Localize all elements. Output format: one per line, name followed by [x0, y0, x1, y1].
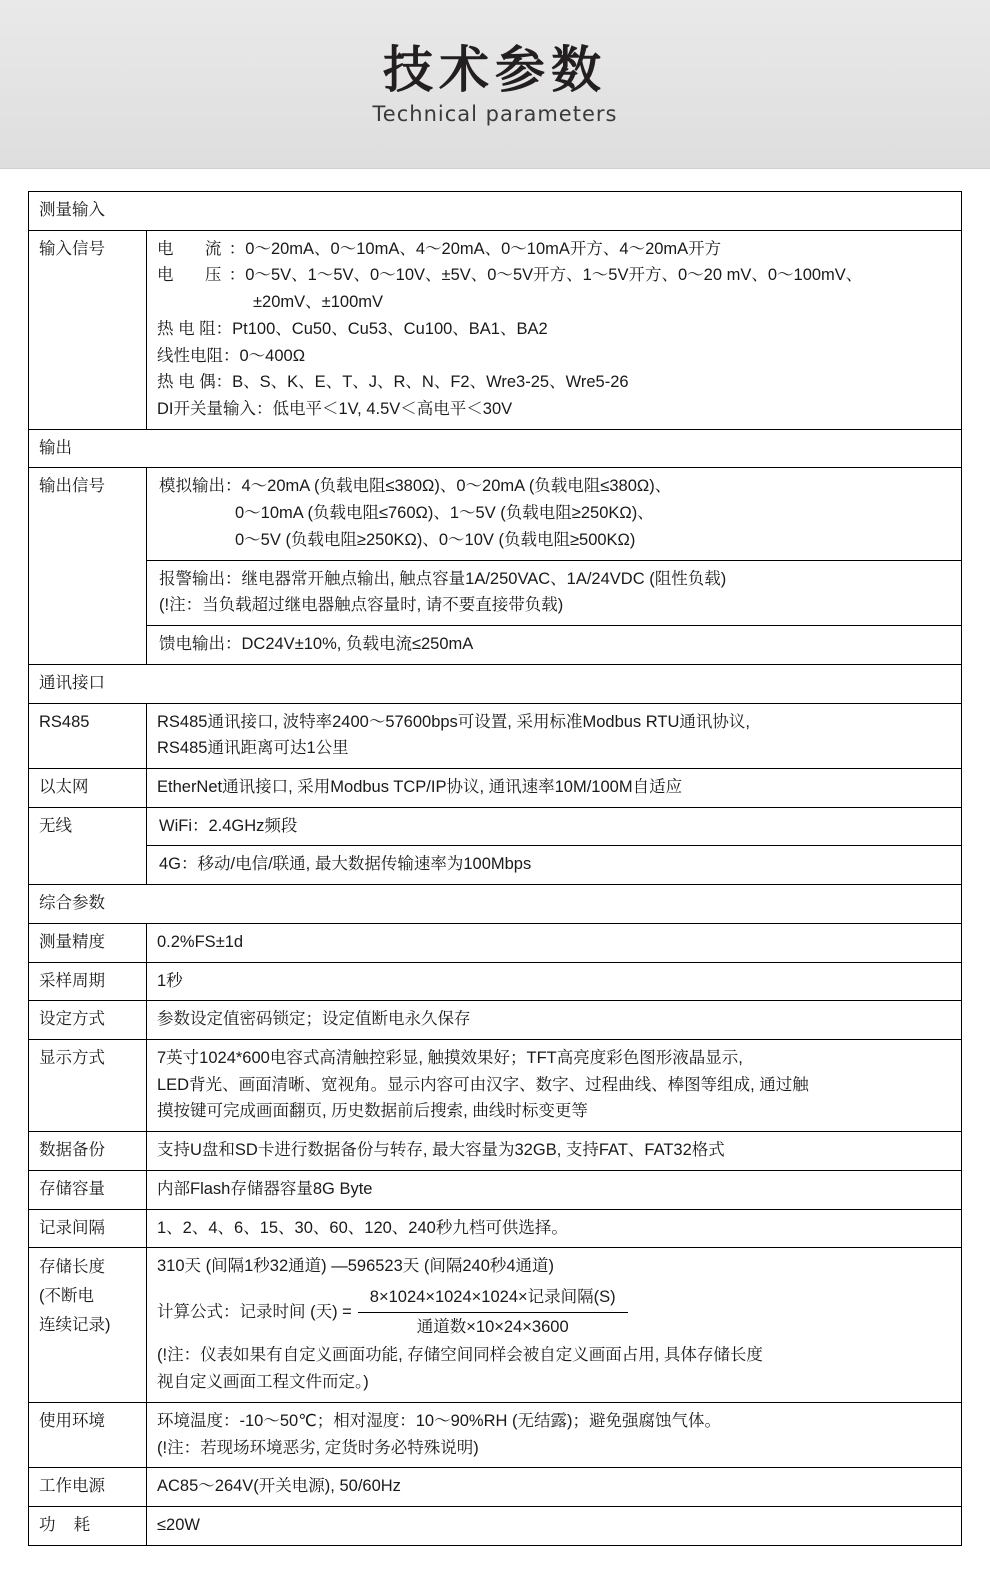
row-label-sample-period: 采样周期: [29, 962, 147, 1001]
wireless-4g-line: 4G：移动/电信/联通, 最大数据传输速率为100Mbps: [147, 845, 961, 884]
row-value-power-supply: AC85～264V(开关电源), 50/60Hz: [147, 1468, 962, 1507]
row-label-storage-length: [29, 1248, 147, 1403]
row-value-input-signal: [147, 230, 962, 429]
table-row: [29, 923, 962, 962]
formula-denominator: 通道数×10×24×3600: [416, 1317, 569, 1336]
row-value-storage-capacity: 内部Flash存储器容量8G Byte: [147, 1170, 962, 1209]
input-voltage-value: ：0～5V、1～5V、0～10V、±5V、0～5V开方、1～5V开方、0～20 mV、0～100mV、: [228, 266, 863, 285]
input-voltage-key: 电 压: [157, 266, 229, 285]
table-row: [29, 192, 962, 231]
row-label-rs485: RS485: [29, 703, 147, 768]
table-row: [29, 1001, 962, 1040]
table-row: [29, 1170, 962, 1209]
row-label-data-backup: 数据备份: [29, 1132, 147, 1171]
input-voltage-line: [157, 262, 953, 289]
row-value-storage-length: [147, 1248, 962, 1403]
row-value-sample-period: 1秒: [147, 962, 962, 1001]
output-analog-line-3: 0～5V (负载电阻≥250KΩ)、0～10V (负载电阻≥500KΩ): [235, 530, 636, 549]
row-label-environment: 使用环境: [29, 1402, 147, 1467]
row-value-accuracy: 0.2%FS±1d: [147, 923, 962, 962]
row-value-display-mode: [147, 1039, 962, 1131]
row-label-wireless: 无线: [29, 807, 147, 884]
wireless-wifi-line: WiFi：2.4GHz频段: [159, 816, 298, 835]
row-value-setting-mode: 参数设定值密码锁定；设定值断电永久保存: [147, 1001, 962, 1040]
table-row: [29, 664, 962, 703]
input-linear-resistance-line: 线性电阻：0～400Ω: [157, 346, 306, 365]
input-current-key: 电 流: [157, 239, 229, 258]
input-voltage-value-2: ±20mV、±100mV: [253, 293, 383, 312]
storage-length-note-2: 视自定义画面工程文件而定。): [157, 1373, 369, 1392]
input-current-value: ：0～20mA、0～10mA、4～20mA、0～10mA开方、4～20mA开方: [228, 239, 722, 258]
row-value-environment: [147, 1402, 962, 1467]
row-value-record-interval: 1、2、4、6、15、30、60、120、240秒九档可供选择。: [147, 1209, 962, 1248]
rs485-line-2: RS485通讯距离可达1公里: [157, 739, 349, 758]
formula-numerator: 8×1024×1024×1024×记录间隔(S): [358, 1284, 628, 1313]
table-row: [29, 1132, 962, 1171]
output-analog-group: [147, 468, 961, 559]
spec-table-wrapper: [0, 169, 990, 1576]
environment-line-1: 环境温度：-10～50℃；相对湿度：10～90%RH (无结露)；避免强腐蚀气体。: [157, 1411, 722, 1430]
table-row: [29, 1248, 962, 1403]
table-row: [29, 1468, 962, 1507]
formula-fraction: [358, 1284, 628, 1340]
consumption-label-char-2: 耗: [73, 1516, 91, 1535]
row-label-record-interval: 记录间隔: [29, 1209, 147, 1248]
table-row: [29, 1039, 962, 1131]
input-di-line: DI开关量输入：低电平＜1V, 4.5V＜高电平＜30V: [157, 400, 513, 419]
row-label-input-signal: 输入信号: [29, 230, 147, 429]
table-row: [29, 807, 962, 884]
specifications-table: [28, 191, 962, 1546]
row-value-output-signal: [147, 468, 962, 664]
output-alarm-note: (!注：当负载超过继电器触点容量时, 请不要直接带负载): [159, 596, 564, 615]
formula-left-side: 计算公式：记录时间 (天) =: [157, 1302, 352, 1321]
consumption-label-char-1: 功: [39, 1516, 65, 1535]
storage-length-note-1: (!注：仪表如果有自定义画面功能, 存储空间同样会被自定义画面占用, 具体存储长度: [157, 1346, 763, 1365]
output-analog-line-2: 0～10mA (负载电阻≤760Ω)、1～5V (负载电阻≥250KΩ)、: [235, 504, 654, 523]
output-feed-group: [147, 625, 961, 664]
table-row: [29, 1209, 962, 1248]
row-value-rs485: [147, 703, 962, 768]
input-thermocouple-line: 热 电 偶：B、S、K、E、T、J、R、N、F2、Wre3-25、Wre5-26: [157, 373, 629, 392]
output-feed-line: 馈电输出：DC24V±10%, 负载电流≤250mA: [159, 635, 474, 654]
page-title: 技术参数: [383, 41, 607, 98]
input-current-line: [157, 236, 953, 263]
table-row: [29, 1402, 962, 1467]
output-analog-line-1: 模拟输出：4～20mA (负载电阻≤380Ω)、0～20mA (负载电阻≤380Ω)、: [159, 477, 672, 496]
table-row: [29, 429, 962, 468]
row-label-consumption: [29, 1507, 147, 1546]
section-header-measure-input: 测量输入: [29, 192, 962, 231]
display-mode-line-3: 摸按键可完成画面翻页, 历史数据前后搜索, 曲线时标变更等: [157, 1102, 588, 1121]
rs485-line-1: RS485通讯接口, 波特率2400～57600bps可设置, 采用标准Modbus RTU通讯协议,: [157, 712, 750, 731]
row-label-power-supply: 工作电源: [29, 1468, 147, 1507]
section-header-communication: 通讯接口: [29, 664, 962, 703]
row-value-data-backup: 支持U盘和SD卡进行数据备份与转存, 最大容量为32GB, 支持FAT、FAT32格式: [147, 1132, 962, 1171]
storage-length-formula: [157, 1284, 953, 1340]
section-header-general: 综合参数: [29, 885, 962, 924]
display-mode-line-2: LED背光、画面清晰、宽视角。显示内容可由汉字、数字、过程曲线、棒图等组成, 通过触: [157, 1075, 809, 1094]
table-row: [29, 885, 962, 924]
storage-length-label-line-2: (不断电: [39, 1287, 94, 1306]
output-alarm-group: [147, 560, 961, 625]
table-row: [29, 768, 962, 807]
row-value-wireless: [147, 807, 962, 884]
table-row: [29, 962, 962, 1001]
row-label-accuracy: 测量精度: [29, 923, 147, 962]
row-value-ethernet: EtherNet通讯接口, 采用Modbus TCP/IP协议, 通讯速率10M/100M自适应: [147, 768, 962, 807]
display-mode-line-1: 7英寸1024*600电容式高清触控彩显, 触摸效果好；TFT高亮度彩色图形液晶显示,: [157, 1048, 743, 1067]
storage-length-line-1: 310天 (间隔1秒32通道) —596523天 (间隔240秒4通道): [157, 1257, 555, 1276]
row-value-consumption: ≤20W: [147, 1507, 962, 1546]
environment-note: (!注：若现场环境恶劣, 定货时务必特殊说明): [157, 1438, 479, 1457]
table-row: [29, 468, 962, 664]
page-banner: [0, 0, 990, 169]
row-label-display-mode: 显示方式: [29, 1039, 147, 1131]
storage-length-label-line-3: 连续记录): [39, 1316, 111, 1335]
row-label-storage-capacity: 存储容量: [29, 1170, 147, 1209]
storage-length-label-line-1: 存储长度: [39, 1258, 105, 1277]
row-label-setting-mode: 设定方式: [29, 1001, 147, 1040]
output-alarm-line-1: 报警输出：继电器常开触点输出, 触点容量1A/250VAC、1A/24VDC (阻性负载): [159, 569, 727, 588]
page-subtitle: Technical parameters: [372, 101, 618, 126]
table-row: [29, 703, 962, 768]
table-row: [29, 230, 962, 429]
row-label-output-signal: 输出信号: [29, 468, 147, 664]
table-row: [29, 1507, 962, 1546]
section-header-output: 输出: [29, 429, 962, 468]
input-rtd-line: 热 电 阻：Pt100、Cu50、Cu53、Cu100、BA1、BA2: [157, 319, 548, 338]
row-label-ethernet: 以太网: [29, 768, 147, 807]
